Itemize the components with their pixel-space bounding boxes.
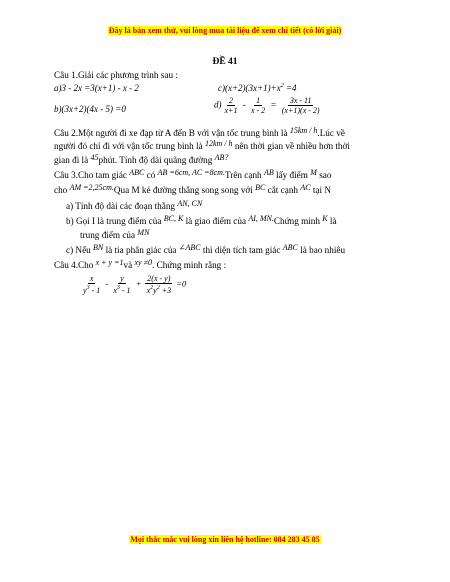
q1-equation-c: $c)(x+2)(3x+1)+x^2 =4$: [218, 83, 297, 93]
preview-banner: [0, 26, 450, 35]
q3-part-b-cont: trung điểm của MN: [80, 228, 150, 240]
q1-equation-b: b)(3x+2)(4x - 5) =0: [54, 104, 126, 114]
q3-part-b: b) Gọi I là trung điểm của BC, K là giao điểm của AI, MN.Chứng minh K là: [66, 214, 337, 226]
preview-banner-text: Đây là bản xem thử, vui lòng mua tài liệu để xem chi tiết (có lời giải): [108, 26, 342, 35]
q2-line-3: gian đi là 45phút. Tính độ dài quãng đường AB?: [54, 153, 229, 165]
q4-identity: $\frac{x}{y^3 - 1}$ - $\frac{y}{x^3 - 1}$ + $\frac{2(x - y)}{x^2y^2 +3}$ =0: [83, 274, 187, 295]
q2-line-2: người đó chỉ đi với vận tốc trung bình là 12km / h nên thời gian về nhiều hơn thời: [54, 139, 350, 151]
q1-equation-d: d) $\frac{2}{x+1}$ - $\frac{1}{x - 2}$ = $\frac{3x - 11}{(x+1)(x - 2)}$: [214, 96, 320, 115]
q1-equation-a: a)3 - 2x =3(x+1) - x - 2: [54, 83, 139, 93]
page-title: ĐỀ 41: [212, 57, 238, 67]
hotline-banner-text: Mọi thắc mắc vui lòng xin liên hệ hotline: 084 283 45 85: [130, 535, 320, 544]
q3-line-1: Câu 3.Cho tam giác ABC có AB =6cm, AC =8cm.Trên cạnh AB lấy điểm M sao: [54, 168, 332, 180]
q2-line-1: Câu 2.Một người đi xe đạp từ A đến B với vận tốc trung bình là 15km / h.Lúc về: [54, 126, 345, 138]
q3-part-c: c) Nếu BN là tia phân giác của ∠ABC thì diện tích tam giác ABC là bao nhiêu: [66, 243, 346, 255]
hotline-banner: [0, 535, 450, 544]
q4-line-1: Câu 4.Cho x + y =1và xy ≠0. Chứng minh rằng :: [54, 258, 227, 270]
q3-part-a: a) Tính độ dài các đoạn thẳng AN, CN: [66, 199, 203, 211]
q3-line-2: cho AM =2,25cm.Qua M kẻ đường thẳng song song với BC cắt cạnh AC tại N: [54, 183, 331, 195]
q1-heading: Câu 1.Giải các phương trình sau :: [54, 70, 178, 80]
